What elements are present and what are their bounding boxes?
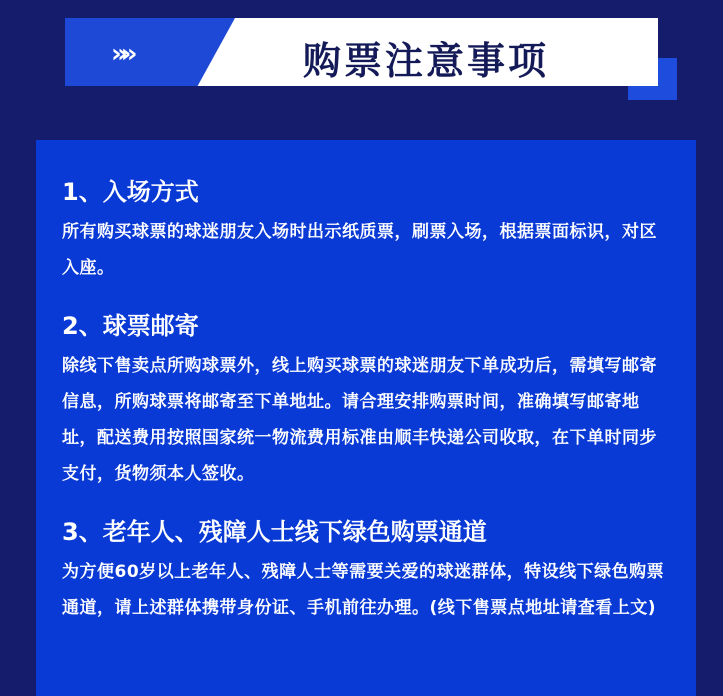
section-ticket-mailing	[62, 308, 672, 492]
chevron-right-icon: »»	[111, 39, 131, 69]
banner-accent-block	[65, 18, 235, 86]
section-body: 为方便60岁以上老年人、残障人士等需要关爱的球迷群体，特设线下绿色购票通道，请上述群体携带身份证、手机前往办理。(线下售票点地址请查看上文)	[62, 562, 665, 618]
section-green-channel	[62, 514, 672, 626]
section-body: 所有购买球票的球迷朋友入场时出示纸质票，刷票入场，根据票面标识，对区入座。	[62, 222, 657, 278]
section-title: 3、老年人、残障人士线下绿色购票通道	[62, 518, 487, 546]
header-banner-area	[0, 0, 723, 120]
section-title: 1、入场方式	[62, 178, 199, 206]
title-banner	[65, 18, 658, 86]
page-title: 购票注意事项	[302, 38, 549, 83]
section-title: 2、球票邮寄	[62, 312, 199, 340]
notice-panel	[36, 140, 696, 696]
section-entry-method	[62, 174, 672, 286]
section-body: 除线下售卖点所购球票外，线上购买球票的球迷朋友下单成功后，需填写邮寄信息，所购球票将邮寄至下单地址。请合理安排购票时间，准确填写邮寄地址，配送费用按照国家统一物流费用标准由顺丰快递公司收取，在下单时同步支付，货物须本人签收。	[62, 356, 657, 484]
